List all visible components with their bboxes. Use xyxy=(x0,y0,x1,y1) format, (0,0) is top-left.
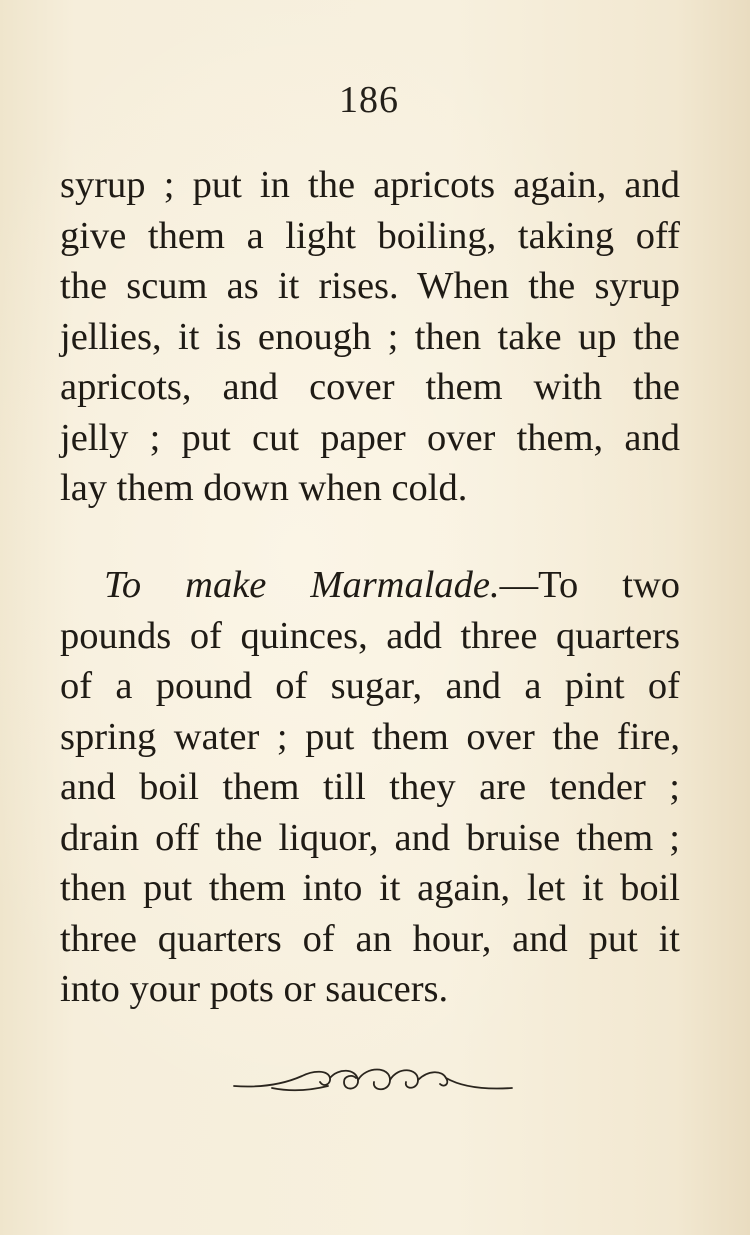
paragraph-marmalade xyxy=(60,560,680,1015)
text-line: lay them down when cold. xyxy=(60,467,468,509)
text-line: syrup ; put in the apricots again, and xyxy=(60,164,680,206)
text-line: into your pots or saucers. xyxy=(60,968,449,1010)
text-line: of a pound of sugar, and a pint of xyxy=(60,665,680,707)
text-line: then put them into it again, let it boil xyxy=(60,867,680,909)
text-line: jellies, it is enough ; then take up the xyxy=(60,315,680,358)
recipe-heading-line xyxy=(60,560,680,611)
page-number: 186 xyxy=(339,79,399,121)
text-line: spring water ; put them over the fire, xyxy=(60,715,680,758)
flourish-ornament-icon xyxy=(232,1062,514,1098)
text-line: and boil them till they are tender ; xyxy=(60,766,680,808)
text-line: give them a light boiling, taking off xyxy=(60,214,680,257)
heading-line-text: —To two xyxy=(499,564,680,606)
text-line: pounds of quinces, add three quarters xyxy=(60,614,680,657)
recipe-heading: To make Marmalade. xyxy=(104,564,500,606)
text-line: the scum as it rises. When the syrup xyxy=(60,265,680,307)
text-line: drain off the liquor, and bruise them ; xyxy=(60,816,680,859)
text-line: apricots, and cover them with the xyxy=(60,366,680,408)
text-line: jelly ; put cut paper over them, and xyxy=(60,416,680,459)
text-line: three quarters of an hour, and put it xyxy=(60,917,680,960)
paragraph-apricots xyxy=(60,160,680,514)
